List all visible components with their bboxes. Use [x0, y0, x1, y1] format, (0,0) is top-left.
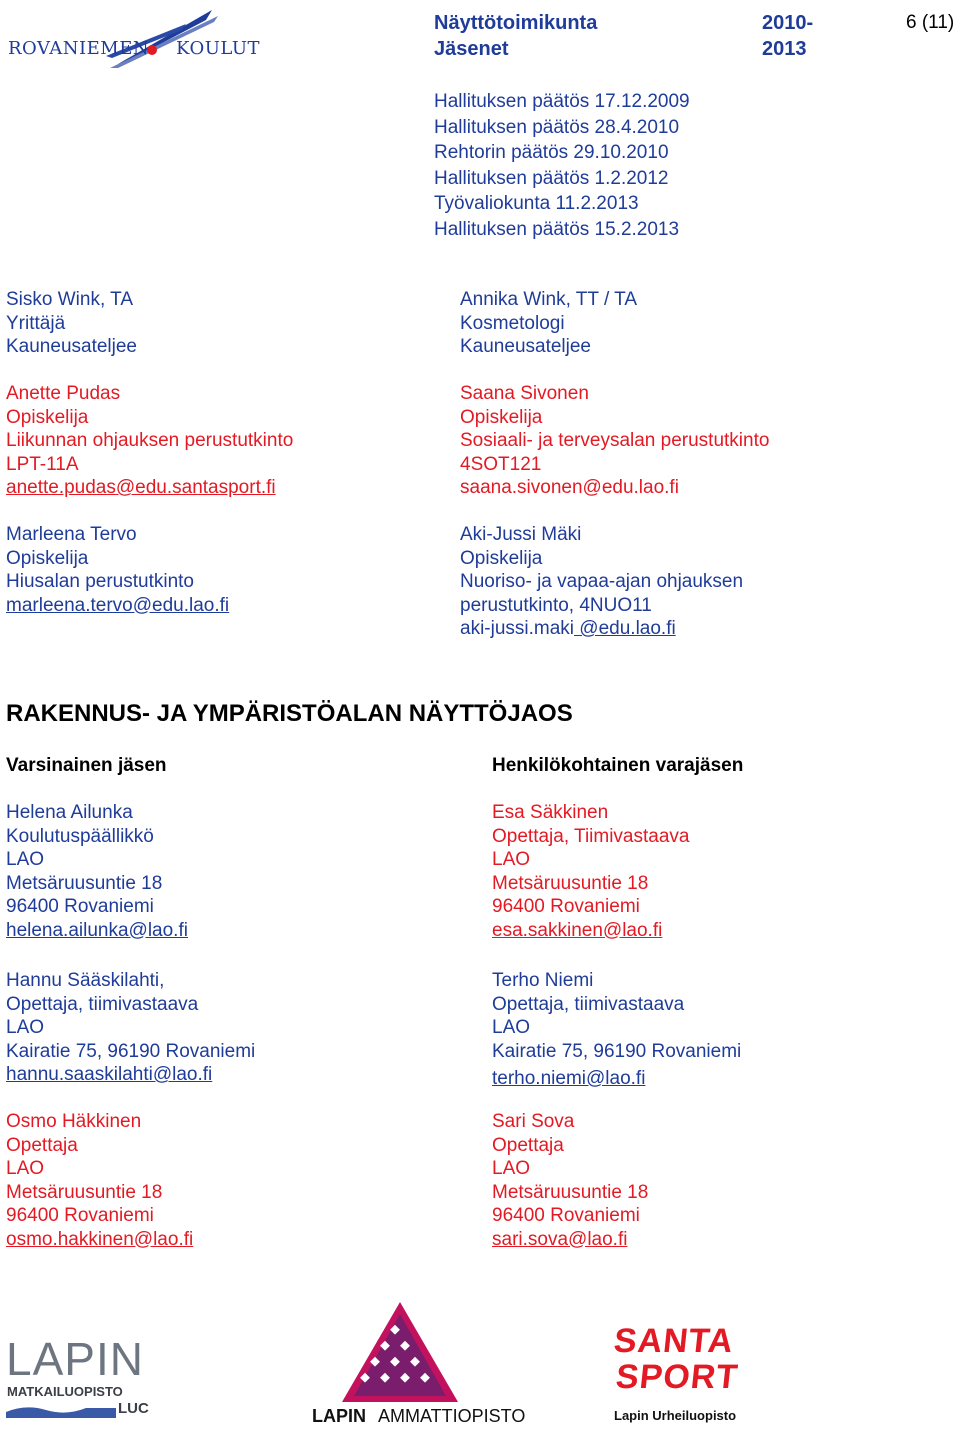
member-name: Osmo Häkkinen: [6, 1111, 142, 1132]
column-header-regular: Varsinainen jäsen: [6, 755, 167, 776]
committee-period-start: 2010-: [762, 12, 814, 34]
decisions-list: [434, 89, 690, 242]
member-org: LAO: [492, 849, 531, 870]
person-program: Sosiaali- ja terveysalan perustutkinto: [460, 430, 770, 451]
logo-wave-icon: [6, 1402, 116, 1418]
member-street: Metsäruusuntie 18: [492, 872, 649, 894]
decision-item: Työvaliokunta 11.2.2013: [434, 193, 639, 214]
member-email-link[interactable]: sari.sova@lao.fi: [492, 1228, 628, 1250]
person-program: Liikunnan ohjauksen perustutkinto: [6, 430, 294, 451]
member-title: Opettaja, Tiimivastaava: [492, 825, 690, 847]
top-left-person-2: [6, 382, 293, 500]
member-email-link[interactable]: esa.sakkinen@lao.fi: [492, 919, 663, 941]
email-domain: @edu.lao.fi: [574, 618, 676, 639]
member-name: Sari Sova: [492, 1111, 575, 1132]
member-street: Metsäruusuntie 18: [6, 1181, 163, 1203]
person-group: LPT-11A: [6, 453, 79, 475]
person-role: Opiskelija: [460, 406, 543, 428]
member-email-link[interactable]: helena.ailunka@lao.fi: [6, 919, 188, 941]
person-name: Annika Wink, TT / TA: [460, 289, 638, 310]
member-name: Terho Niemi: [492, 970, 594, 991]
logo-sport-text: SPORT: [614, 1358, 741, 1396]
member-left-3: [6, 1110, 193, 1251]
person-name: Saana Sivonen: [460, 383, 589, 404]
member-title: Opettaja: [6, 1134, 78, 1156]
member-email-link[interactable]: terho.niemi@lao.fi: [492, 1068, 646, 1089]
person-role: Kosmetologi: [460, 312, 565, 334]
member-address: Kairatie 75, 96190 Rovaniemi: [492, 1040, 742, 1062]
person-group: 4SOT121: [460, 453, 542, 475]
member-email-link[interactable]: hannu.saaskilahti@lao.fi: [6, 1064, 213, 1085]
person-role: Yrittäjä: [6, 312, 66, 334]
logo-lapin-text: LAPIN: [6, 1333, 144, 1385]
person-email-link[interactable]: marleena.tervo@edu.lao.fi: [6, 594, 230, 616]
member-city: 96400 Rovaniemi: [6, 1205, 154, 1226]
member-org: LAO: [6, 849, 45, 870]
members-label: Jäsenet: [434, 38, 509, 60]
member-city: 96400 Rovaniemi: [6, 896, 154, 917]
column-header-deputy: Henkilökohtainen varajäsen: [492, 755, 744, 776]
person-name: Marleena Tervo: [6, 524, 137, 545]
top-right-person-2: [460, 382, 769, 500]
member-title: Koulutuspäällikkö: [6, 825, 154, 847]
member-org: LAO: [6, 1017, 45, 1038]
person-program: Nuoriso- ja vapaa-ajan ohjauksen: [460, 571, 744, 592]
member-title: Opettaja, tiimivastaava: [492, 993, 685, 1015]
lapin-ammattiopisto-logo: [312, 1300, 547, 1428]
top-right-person-1: [460, 288, 637, 359]
rovaniemen-koulut-logo: [6, 6, 261, 70]
logo-text-right: KOULUT: [176, 38, 261, 59]
member-city: 96400 Rovaniemi: [492, 896, 640, 917]
member-city: 96400 Rovaniemi: [492, 1205, 640, 1226]
person-program: Hiusalan perustutkinto: [6, 571, 194, 592]
logo-matkailuopisto-text: MATKAILUOPISTO: [7, 1384, 123, 1399]
member-left-1: [6, 801, 188, 942]
top-right-person-3: [460, 523, 743, 641]
decision-item: Hallituksen päätös 15.2.2013: [434, 218, 680, 240]
logo-caption-text: Lapin Urheiluopisto: [614, 1408, 737, 1423]
santa-sport-logo: [612, 1322, 752, 1428]
member-name: Helena Ailunka: [6, 802, 133, 823]
member-org: LAO: [492, 1017, 531, 1038]
decision-item: Hallituksen päätös 28.4.2010: [434, 116, 680, 138]
logo-santa-text: SANTA: [612, 1322, 736, 1360]
logo-luc-text: LUC: [118, 1400, 149, 1417]
member-right-2: [492, 969, 741, 1091]
member-org: LAO: [6, 1158, 45, 1179]
member-name: Esa Säkkinen: [492, 802, 609, 823]
committee-title: Näyttötoimikunta: [434, 12, 598, 34]
member-name: Hannu Sääskilahti,: [6, 970, 165, 991]
decision-item: Hallituksen päätös 17.12.2009: [434, 91, 690, 112]
logo-mountain-icon: [340, 1300, 460, 1404]
member-title: Opettaja: [492, 1134, 564, 1156]
person-name: Aki-Jussi Mäki: [460, 524, 582, 545]
person-email[interactable]: saana.sivonen@edu.lao.fi: [460, 477, 679, 498]
member-left-2: [6, 969, 255, 1087]
member-address: Kairatie 75, 96190 Rovaniemi: [6, 1040, 256, 1062]
member-right-1: [492, 801, 689, 942]
email-user: aki-jussi.maki: [460, 618, 575, 639]
person-org: Kauneusateljee: [460, 336, 591, 357]
section-title: RAKENNUS- JA YMPÄRISTÖALAN NÄYTTÖJAOS: [6, 700, 573, 727]
member-org: LAO: [492, 1158, 531, 1179]
logo-lapin-text: LAPIN: [312, 1406, 366, 1426]
member-street: Metsäruusuntie 18: [492, 1181, 649, 1203]
member-email-link[interactable]: osmo.hakkinen@lao.fi: [6, 1228, 194, 1250]
committee-period-end: 2013: [762, 38, 807, 60]
logo-text-left: ROVANIEMEN: [8, 38, 150, 59]
person-name: Sisko Wink, TA: [6, 289, 134, 310]
person-name: Anette Pudas: [6, 383, 121, 404]
top-left-person-1: [6, 288, 137, 359]
member-street: Metsäruusuntie 18: [6, 872, 163, 894]
person-role: Opiskelija: [460, 547, 543, 569]
page-number: 6 (11): [906, 12, 955, 33]
decision-item: Hallituksen päätös 1.2.2012: [434, 167, 669, 189]
decision-item: Rehtorin päätös 29.10.2010: [434, 142, 669, 163]
person-role: Opiskelija: [6, 547, 89, 569]
person-role: Opiskelija: [6, 406, 89, 428]
person-org: Kauneusateljee: [6, 336, 137, 357]
person-program-cont: perustutkinto, 4NUO11: [460, 594, 652, 616]
member-title: Opettaja, tiimivastaava: [6, 993, 199, 1015]
person-email[interactable]: [460, 617, 743, 641]
logo-ammattiopisto-text: AMMATTIOPISTO: [378, 1406, 526, 1426]
member-right-3: [492, 1110, 648, 1251]
lapin-matkailuopisto-logo: [6, 1333, 149, 1420]
top-left-person-3: [6, 523, 229, 617]
person-email-link[interactable]: anette.pudas@edu.santasport.fi: [6, 477, 276, 498]
